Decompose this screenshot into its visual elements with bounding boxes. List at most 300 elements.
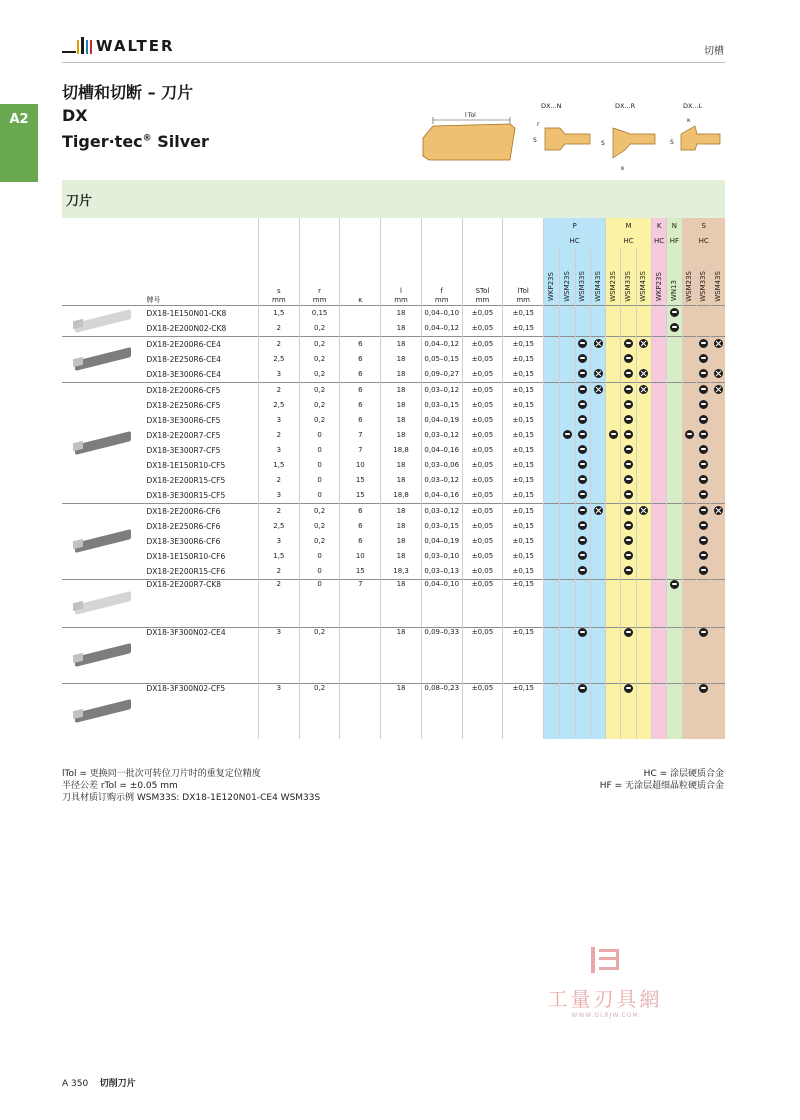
grade-suitability-cell (606, 564, 621, 580)
grade-suitability-cell (682, 352, 696, 367)
insert-side-diagram (423, 112, 515, 160)
primary-choice-icon (578, 566, 587, 575)
grade-suitability-cell (544, 488, 560, 504)
grade-suitability-cell (711, 488, 725, 504)
s-header-label: s (277, 286, 281, 295)
footer-title: 切削刀片 (99, 1079, 136, 1089)
grade-suitability-cell (667, 534, 682, 549)
grade-suitability-cell (696, 564, 710, 580)
cell-f: 0,03–0,12 (421, 473, 462, 488)
coating-k: HC (651, 234, 666, 249)
grade-suitability-cell (651, 564, 666, 580)
section-band (62, 180, 725, 218)
primary-choice-icon (699, 430, 708, 439)
insert-image (62, 336, 143, 382)
grade-suitability-cell (682, 627, 696, 683)
cell-f: 0,05–0,15 (421, 352, 462, 367)
cell-l: 18 (381, 305, 422, 321)
grade-suitability-cell (651, 352, 666, 367)
grade-suitability-cell (636, 683, 651, 739)
grade-header (651, 249, 666, 305)
grade-suitability-cell (621, 473, 636, 488)
grade-suitability-cell (651, 458, 666, 473)
ltol-header (503, 218, 544, 305)
grade-suitability-cell (682, 305, 696, 321)
grade-suitability-cell (560, 413, 575, 428)
grade-header (560, 249, 575, 305)
table-row (62, 428, 725, 443)
cell-l: 18 (381, 473, 422, 488)
grade-suitability-cell (606, 519, 621, 534)
section-label: 切槽 (704, 46, 724, 57)
cell-l: 18 (381, 503, 422, 519)
cell-l: 18 (381, 413, 422, 428)
dx-n-s: S (533, 137, 537, 144)
cell-f: 0,03–0,06 (421, 458, 462, 473)
cell-stol: ±0,05 (462, 549, 503, 564)
cell-l: 18 (381, 549, 422, 564)
primary-choice-icon (624, 430, 633, 439)
grade-suitability-cell (636, 321, 651, 337)
insert-photo-icon (71, 346, 135, 372)
grade-suitability-cell (696, 534, 710, 549)
r-header-label: r (318, 286, 322, 295)
insert-photo-icon (71, 430, 135, 456)
cell-stol: ±0,05 (462, 534, 503, 549)
cell-stol: ±0,05 (462, 473, 503, 488)
grade-suitability-cell (696, 549, 710, 564)
cell-s: 2,5 (259, 519, 300, 534)
grade-suitability-cell (667, 305, 682, 321)
grade-suitability-cell (651, 382, 666, 398)
primary-choice-icon (699, 400, 708, 409)
table-row (62, 473, 725, 488)
grade-suitability-cell (575, 458, 590, 473)
cell-f: 0,03–0,15 (421, 398, 462, 413)
cell-l: 18 (381, 458, 422, 473)
stol-header-label: STol (475, 286, 490, 295)
registered-mark: ® (142, 133, 152, 144)
footnote-ltol: lTol = 更换同一批次可转位刀片时的重复定位精度 (62, 769, 261, 779)
grade-suitability-cell (696, 503, 710, 519)
grade-suitability-cell (606, 382, 621, 398)
grade-suitability-cell (696, 519, 710, 534)
grade-suitability-cell (621, 503, 636, 519)
grade-suitability-cell (606, 534, 621, 549)
grade-suitability-cell (667, 458, 682, 473)
cell-r: 0,2 (299, 336, 340, 352)
grade-suitability-cell (667, 443, 682, 458)
cell-k (340, 627, 381, 683)
grade-suitability-cell (590, 305, 605, 321)
cell-f: 0,04–0,19 (421, 534, 462, 549)
cell-r: 0 (299, 564, 340, 580)
grade-suitability-cell (621, 549, 636, 564)
primary-choice-icon (699, 385, 708, 394)
grade-suitability-cell (560, 382, 575, 398)
grade-suitability-cell (667, 428, 682, 443)
cell-pn: DX18-2E200N02-CK8 (146, 323, 227, 333)
primary-choice-icon (578, 339, 587, 348)
grade-suitability-cell (667, 382, 682, 398)
grade-suitability-cell (682, 413, 696, 428)
cell-k: 7 (340, 428, 381, 443)
primary-choice-icon (624, 551, 633, 560)
cell-f: 0,08–0,23 (421, 683, 462, 739)
cell-l: 18 (381, 321, 422, 337)
grade-suitability-cell (590, 413, 605, 428)
watermark-url: WWW.GLRJW.COM (571, 1012, 639, 1019)
grade-suitability-cell (711, 413, 725, 428)
grade-suitability-cell (696, 458, 710, 473)
cell-stol: ±0,05 (462, 428, 503, 443)
grade-header (544, 249, 560, 305)
cell-l: 18 (381, 352, 422, 367)
primary-choice-icon (578, 400, 587, 409)
primary-choice-icon (699, 536, 708, 545)
primary-choice-icon (578, 628, 587, 637)
grade-suitability-cell (575, 305, 590, 321)
cell-r: 0,2 (299, 398, 340, 413)
dx-r-s: S (601, 140, 605, 147)
primary-choice-icon (624, 475, 633, 484)
grade-label: WSM23S (608, 270, 617, 302)
cell-l: 18 (381, 382, 422, 398)
grade-suitability-cell (696, 683, 710, 739)
primary-choice-icon (578, 536, 587, 545)
grade-suitability-cell (544, 458, 560, 473)
primary-choice-icon (699, 415, 708, 424)
footnote-radius: 半径公差 rTol = ±0.05 mm (62, 781, 178, 791)
section-band-title: 刀片 (66, 194, 93, 209)
grade-suitability-cell (606, 336, 621, 352)
cell-r: 0 (299, 443, 340, 458)
grade-suitability-cell (636, 503, 651, 519)
page-subtitle: DX (62, 106, 88, 125)
grade-suitability-cell (621, 488, 636, 504)
grade-suitability-cell (621, 336, 636, 352)
cell-stol: ±0,05 (462, 443, 503, 458)
grade-suitability-cell (711, 428, 725, 443)
grade-suitability-cell (544, 503, 560, 519)
cell-l: 18 (381, 627, 422, 683)
ltol-header-label: lTol (517, 286, 529, 295)
grade-suitability-cell (560, 627, 575, 683)
grade-suitability-cell (621, 305, 636, 321)
cell-stol: ±0,05 (462, 367, 503, 383)
primary-choice-icon (578, 354, 587, 363)
f-header-label: f (440, 286, 443, 295)
cell-l: 18 (381, 428, 422, 443)
table-row (62, 321, 725, 337)
cell-l: 18,8 (381, 488, 422, 504)
grade-suitability-cell (606, 473, 621, 488)
grade-suitability-cell (696, 488, 710, 504)
page-number: A 350 (62, 1079, 89, 1089)
grade-suitability-cell (575, 579, 590, 627)
grade-suitability-cell (575, 683, 590, 739)
grade-suitability-cell (560, 443, 575, 458)
grade-suitability-cell (682, 519, 696, 534)
grade-suitability-cell (636, 305, 651, 321)
cell-r: 0 (299, 458, 340, 473)
cell-pn: DX18-2E200R7-CK8 (143, 579, 258, 627)
insert-photo-icon (71, 590, 135, 616)
cell-s: 3 (259, 367, 300, 383)
grade-suitability-cell (575, 503, 590, 519)
grade-label: WSM33S (624, 270, 633, 302)
cell-k: 6 (340, 367, 381, 383)
cell-stol: ±0,05 (462, 458, 503, 473)
grade-suitability-cell (696, 579, 710, 627)
cell-ltol: ±0,15 (503, 503, 544, 519)
grade-header (682, 249, 696, 305)
grade-suitability-cell (544, 398, 560, 413)
grade-suitability-cell (636, 398, 651, 413)
cell-r: 0,2 (299, 519, 340, 534)
grade-header (667, 249, 682, 305)
page-title: 切槽和切断 – 刀片 (62, 83, 194, 102)
grade-suitability-cell (606, 549, 621, 564)
cell-f: 0,04–0,16 (421, 488, 462, 504)
cell-ltol: ±0,15 (503, 488, 544, 504)
grade-suitability-cell (696, 398, 710, 413)
group-n: N (667, 218, 682, 234)
s-header-unit: mm (272, 295, 286, 304)
table-row (62, 398, 725, 413)
grade-suitability-cell (636, 413, 651, 428)
cell-pn: DX18-3E300R6-CF5 (146, 415, 221, 425)
grade-suitability-cell (575, 473, 590, 488)
cell-pn: DX18-2E250R6-CE4 (146, 354, 221, 364)
grade-suitability-cell (682, 564, 696, 580)
grade-suitability-cell (560, 519, 575, 534)
cell-s: 1,5 (259, 305, 300, 321)
group-k: K (651, 218, 666, 234)
cell-k: 15 (340, 473, 381, 488)
cell-f: 0,04–0,10 (421, 579, 462, 627)
grade-suitability-cell (636, 367, 651, 383)
cell-pn: DX18-3E300R7-CF5 (146, 445, 221, 455)
cell-k: 6 (340, 382, 381, 398)
cell-f: 0,04–0,12 (421, 321, 462, 337)
cell-s: 2 (259, 428, 300, 443)
insert-image (62, 627, 143, 683)
walter-logo (62, 36, 197, 58)
cell-k: 6 (340, 336, 381, 352)
grade-suitability-cell (696, 428, 710, 443)
insert-diagrams (415, 100, 725, 176)
grade-suitability-cell (560, 503, 575, 519)
grade-suitability-cell (621, 382, 636, 398)
grade-header (696, 249, 710, 305)
grade-suitability-cell (560, 321, 575, 337)
product-line (62, 132, 209, 151)
grade-suitability-cell (606, 367, 621, 383)
primary-choice-icon (578, 445, 587, 454)
primary-choice-icon (699, 566, 708, 575)
grade-suitability-cell (711, 519, 725, 534)
cell-stol: ±0,05 (462, 382, 503, 398)
secondary-choice-icon (639, 385, 648, 394)
cell-k: 15 (340, 564, 381, 580)
grade-suitability-cell (696, 352, 710, 367)
cell-ltol: ±0,15 (503, 519, 544, 534)
table-row (62, 579, 725, 627)
grade-suitability-cell (575, 428, 590, 443)
cell-r: 0,2 (299, 413, 340, 428)
grade-suitability-cell (606, 398, 621, 413)
grade-suitability-cell (606, 627, 621, 683)
stol-header-unit: mm (475, 295, 490, 304)
cell-k: 10 (340, 549, 381, 564)
cell-ltol: ±0,15 (503, 413, 544, 428)
watermark-text: 工量刃具網 (547, 987, 663, 1011)
primary-choice-icon (699, 628, 708, 637)
grade-suitability-cell (544, 519, 560, 534)
grade-suitability-cell (651, 579, 666, 627)
grade-suitability-cell (590, 382, 605, 398)
cell-k (340, 305, 381, 321)
cell-l: 18,8 (381, 443, 422, 458)
product-line-tail: Silver (151, 132, 209, 151)
table-row (62, 488, 725, 504)
cell-l: 18,3 (381, 564, 422, 580)
primary-choice-icon (624, 385, 633, 394)
footnotes (62, 768, 320, 804)
cell-ltol: ±0,15 (503, 579, 544, 627)
grade-suitability-cell (560, 564, 575, 580)
grade-suitability-cell (651, 473, 666, 488)
grade-header (711, 249, 725, 305)
table-row (62, 458, 725, 473)
cell-r: 0,15 (299, 305, 340, 321)
grade-suitability-cell (651, 443, 666, 458)
primary-choice-icon (624, 369, 633, 378)
secondary-choice-icon (639, 369, 648, 378)
grade-suitability-cell (682, 473, 696, 488)
grade-suitability-cell (682, 579, 696, 627)
cell-ltol: ±0,15 (503, 305, 544, 321)
chapter-tab[interactable]: A2 (0, 104, 38, 182)
grade-suitability-cell (667, 683, 682, 739)
cell-stol: ±0,05 (462, 321, 503, 337)
grade-suitability-cell (682, 549, 696, 564)
grade-suitability-cell (651, 683, 666, 739)
grade-label: WSM33S (578, 270, 587, 302)
grade-suitability-cell (696, 382, 710, 398)
cell-s: 1,5 (259, 549, 300, 564)
cell-l: 18 (381, 534, 422, 549)
grade-suitability-cell (606, 683, 621, 739)
primary-choice-icon (578, 460, 587, 469)
legend-hf: HF = 无涂层超细晶粒硬质合金 (599, 781, 724, 791)
grade-suitability-cell (711, 683, 725, 739)
insert-image (62, 683, 143, 739)
secondary-choice-icon (714, 506, 723, 515)
cell-l: 18 (381, 336, 422, 352)
grade-suitability-cell (696, 305, 710, 321)
grade-suitability-cell (696, 473, 710, 488)
cell-k: 6 (340, 413, 381, 428)
grade-suitability-cell (560, 488, 575, 504)
coating-p: HC (544, 234, 606, 249)
grade-suitability-cell (636, 579, 651, 627)
grade-suitability-cell (544, 627, 560, 683)
f-header (421, 218, 462, 305)
primary-choice-icon (699, 521, 708, 530)
grade-suitability-cell (590, 428, 605, 443)
grade-suitability-cell (651, 321, 666, 337)
secondary-choice-icon (714, 369, 723, 378)
cell-s: 3 (259, 683, 300, 739)
grade-suitability-cell (651, 336, 666, 352)
grade-suitability-cell (560, 428, 575, 443)
grade-suitability-cell (606, 443, 621, 458)
grade-suitability-cell (544, 549, 560, 564)
cell-k: 6 (340, 352, 381, 367)
grade-suitability-cell (696, 367, 710, 383)
secondary-choice-icon (594, 385, 603, 394)
cell-r: 0 (299, 428, 340, 443)
grade-suitability-cell (682, 398, 696, 413)
grade-suitability-cell (560, 367, 575, 383)
cell-r: 0 (299, 579, 340, 627)
grade-suitability-cell (560, 549, 575, 564)
cell-pn: DX18-2E200R6-CF5 (143, 382, 258, 398)
primary-choice-icon (609, 430, 618, 439)
cell-stol: ±0,05 (462, 564, 503, 580)
primary-choice-icon (685, 430, 694, 439)
primary-choice-icon (699, 445, 708, 454)
insert-photo-icon (71, 642, 135, 668)
table-row (62, 352, 725, 367)
grade-suitability-cell (651, 305, 666, 321)
primary-choice-icon (699, 339, 708, 348)
grade-suitability-cell (575, 564, 590, 580)
page-footer (62, 1076, 136, 1089)
cell-ltol: ±0,15 (503, 443, 544, 458)
grade-suitability-cell (575, 398, 590, 413)
grade-suitability-cell (651, 549, 666, 564)
cell-ltol: ±0,15 (503, 458, 544, 473)
cell-s: 2 (259, 473, 300, 488)
grade-suitability-cell (575, 352, 590, 367)
grade-suitability-cell (560, 458, 575, 473)
grade-suitability-cell (636, 458, 651, 473)
primary-choice-icon (578, 521, 587, 530)
cell-pn: DX18-3E300R6-CE4 (146, 369, 221, 379)
grade-suitability-cell (667, 352, 682, 367)
table-row (62, 336, 725, 352)
grade-suitability-cell (711, 564, 725, 580)
grade-label: WSM43S (639, 270, 648, 302)
cell-pn: DX18-2E200R6-CF6 (143, 503, 258, 519)
grade-suitability-cell (575, 413, 590, 428)
secondary-choice-icon (639, 506, 648, 515)
cell-s: 3 (259, 413, 300, 428)
grade-suitability-cell (590, 336, 605, 352)
cell-k: 6 (340, 534, 381, 549)
secondary-choice-icon (594, 339, 603, 348)
grade-suitability-cell (651, 428, 666, 443)
cell-k: 6 (340, 503, 381, 519)
grade-suitability-cell (682, 503, 696, 519)
cell-l: 18 (381, 683, 422, 739)
grade-suitability-cell (544, 579, 560, 627)
group-m: M (606, 218, 652, 234)
cell-pn: DX18-2E200R7-CF5 (146, 430, 221, 440)
